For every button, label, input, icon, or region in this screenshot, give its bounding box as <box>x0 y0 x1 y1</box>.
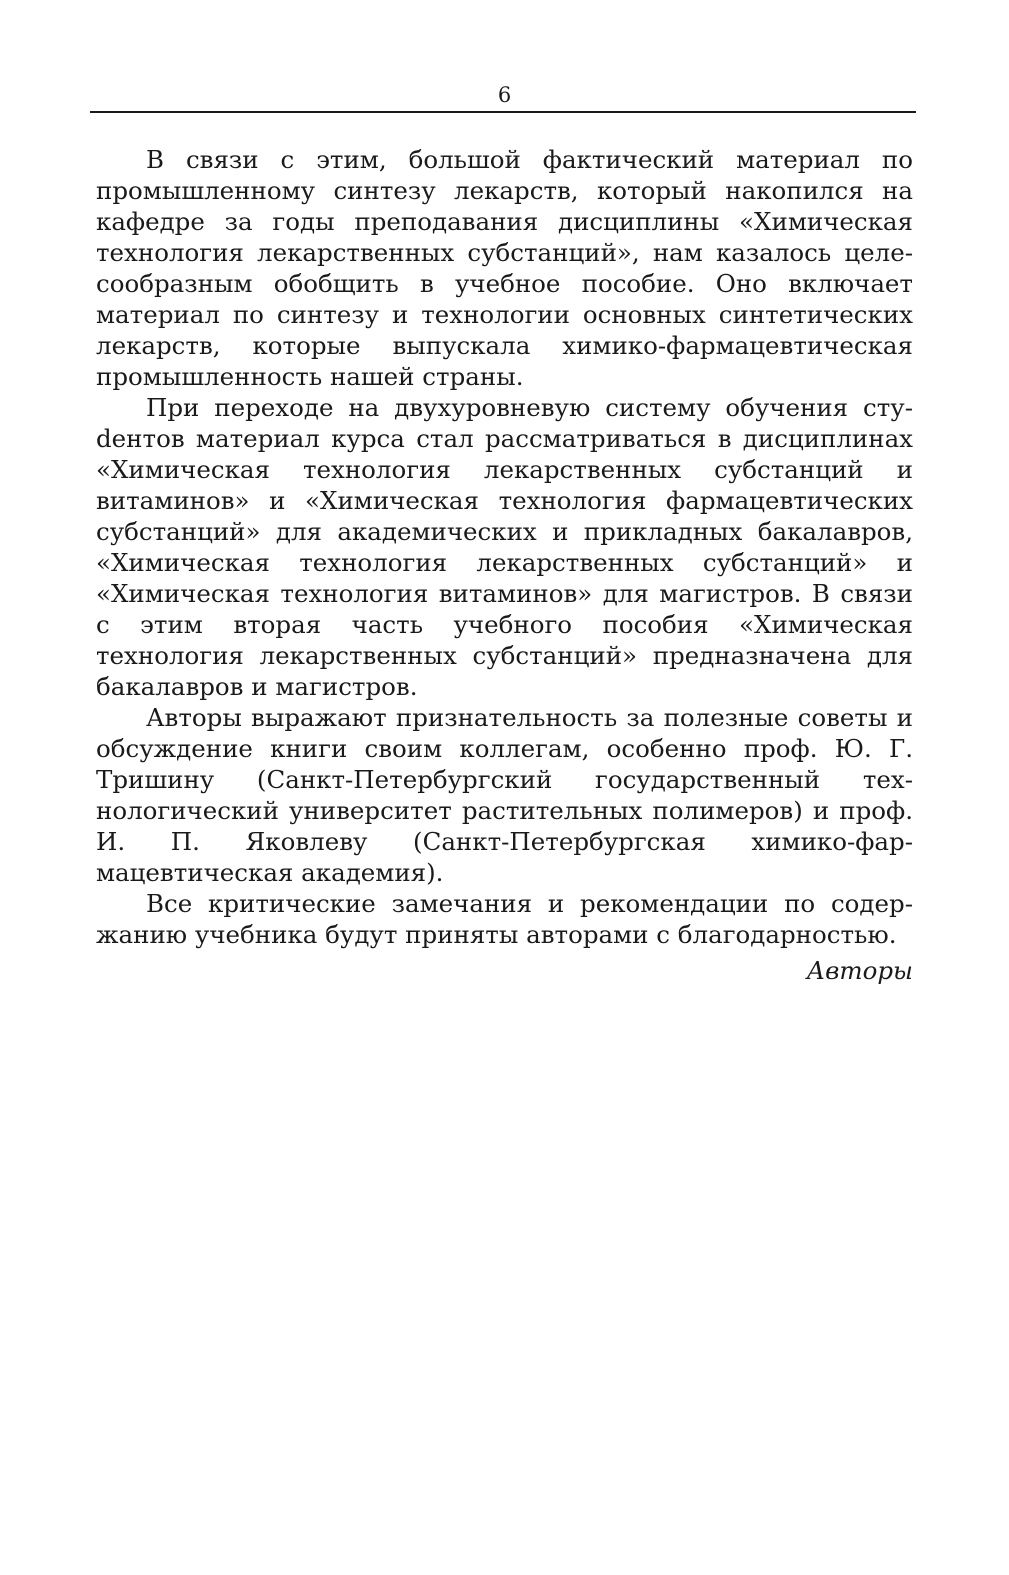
paragraph-2: При переходе на двухуровневую систему обучения стуdентов материал курса стал рассматриваться в дисциплинах «Химическая технология лекарственных субстанций и витаминов» и «Химическая технология фармацевтических субстанций» для академических и прикладных бакалавров, «Химическая технология лекарственных субстанций» и «Химическая технология витаминов» для магистров. В связи с этим вторая часть учебного пособия «Химическая технология лекарственных субстанций» предназначена для бакалавров и магистров. <box>96 393 913 701</box>
page-number: 6 <box>497 83 512 107</box>
paragraph-3: Авторы выражают признательность за полезные советы и обсуждение книги своим коллегам, особенно проф. Ю. Г. Тришину (Санкт-Петербургский государственный технологический университет растительных полимеров) и проф. И. П. Яковлеву (Санкт-Петербургская химико-фармацевтическая академия). <box>96 703 913 887</box>
header-rule <box>90 111 916 113</box>
main-text <box>96 144 913 986</box>
paragraph-1: В связи с этим, большой фактический материал по промышленному синтезу лекарств, который накопился на кафедре за годы преподавания дисциплины «Химическая технология лекарственных субстанций», нам казалось целесообразным обобщить в учебное пособие. Оно включает материал по синтезу и технологии основных синтетических лекарств, которые выпускала химико-фармацевтическая промышленность нашей страны. <box>96 145 913 391</box>
paragraph-4: Все критические замечания и рекомендации по содержанию учебника будут приняты авторами с благодарностью. <box>96 889 913 949</box>
signature: Авторы <box>806 956 913 985</box>
